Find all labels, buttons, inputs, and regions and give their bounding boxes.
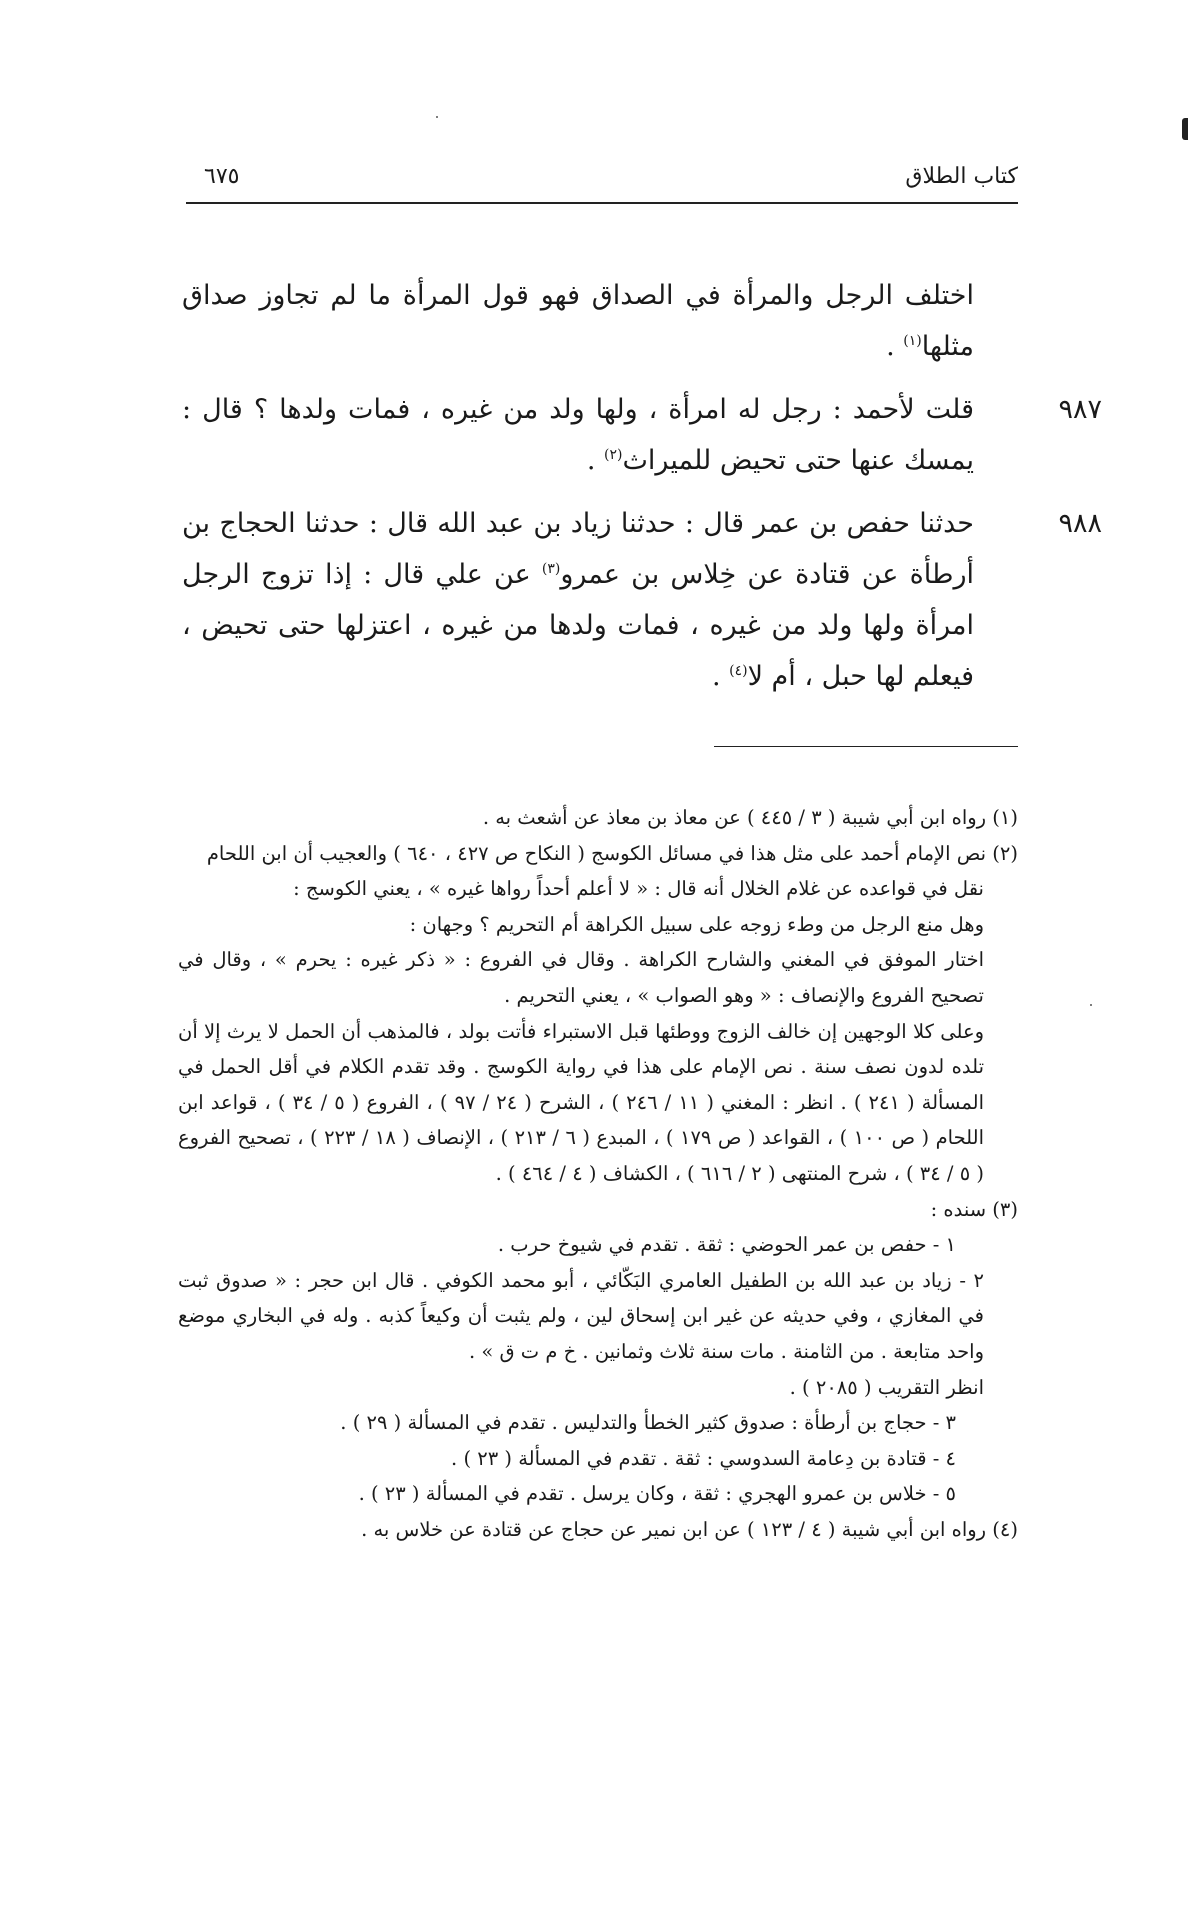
- entry-text-part: قلت لأحمد : رجل له امرأة ، ولها ولد من غيره ، فمات ولدها ؟ قال : يمسك عنها حتى تحيض للميراث: [182, 394, 974, 476]
- footnote-3-ref: انظر التقريب ( ٢٠٨٥ ) .: [789, 1375, 984, 1399]
- entry-text: [182, 384, 974, 486]
- footnote-separator: [714, 746, 1018, 747]
- footnote-3-item: ٣ - حجاج بن أرطأة : صدوق كثير الخطأ والتدليس . تقدم في المسألة ( ٢٩ ) .: [340, 1411, 956, 1435]
- footnote-2-line: وعلى كلا الوجهين إن خالف الزوج ووطئها قبل الاستبراء فأتت بولد ، فالمذهب أن الحمل لا يرث إلا أن تلده لدون نصف سنة . نص الإمام على هذا في رواية الكوسج . وقد تقدم الكلام في أقل الحمل في المسألة ( ٢٤١ ) . انظر : المغني ( ١١ / ٢٤٦ ) ، الشرح ( ٢٤ / ٩٧ ) ، الفروع ( ٥ / ٣٤ ) ، قواعد ابن اللحام ( ص ١٠٠ ) ، القواعد ( ص ١٧٩ ) ، المبدع ( ٦ / ٢١٣ ) ، الإنصاف ( ١٨ / ٢٢٣ ) ، تصحيح الفروع ( ٥ / ٣٤ ) ، شرح المنتهى ( ٢ / ٦١٦ ) ، الكشاف ( ٤ / ٤٦٤ ) .: [178, 1019, 985, 1185]
- footnote-2-line: اختار الموفق في المغني والشارح الكراهة . وقال في الفروع : « ذكر غيره : يحرم » ، وقال في تصحيح الفروع والإنصاف : « وهو الصواب » ، يعني التحريم .: [178, 948, 984, 1007]
- footnote-ref: (٢): [604, 447, 623, 463]
- footnote-3-item: ١ - حفص بن عمر الحوضي : ثقة . تقدم في شيوخ حرب .: [497, 1233, 956, 1257]
- footnote-3-item: ٤ - قتادة بن دِعامة السدوسي : ثقة . تقدم في المسألة ( ٢٣ ) .: [451, 1446, 956, 1470]
- entry-text: [182, 498, 974, 702]
- entry-text-part: حدثنا حفص بن عمر قال : حدثنا زياد بن عبد الله قال : حدثنا الحجاج بن أرطأة عن قتادة عن خِلاس بن عمرو: [182, 508, 974, 590]
- entry-text-end: .: [586, 445, 605, 476]
- footnote-4: (٤) رواه ابن أبي شيبة ( ٤ / ١٢٣ ) عن ابن نمير عن حجاج عن قتادة عن خلاس به .: [361, 1517, 1018, 1541]
- page-number: ٦٧٥: [204, 164, 240, 189]
- page-edge-mark: [1182, 118, 1188, 140]
- continuation-paragraph: [182, 270, 1018, 372]
- footnote-3-item: ٥ - خلاس بن عمرو الهجري : ثقة ، وكان يرسل . تقدم في المسألة ( ٢٣ ) .: [358, 1482, 956, 1506]
- running-title: كتاب الطلاق: [905, 164, 1018, 189]
- scan-speck: [436, 116, 438, 118]
- footnote-ref: (٤): [729, 663, 748, 679]
- footnotes: [178, 800, 1018, 1547]
- footnote-2-line: نقل في قواعده عن غلام الخلال أنه قال : « لا أعلم أحداً رواها غيره » ، يعني الكوسج :: [293, 877, 984, 901]
- footnote-ref: (٣): [541, 561, 561, 577]
- footnote-2-line: وهل منع الرجل من وطء زوجه على سبيل الكراهة أم التحريم ؟ وجهان :: [409, 912, 984, 936]
- page-header: [186, 164, 1018, 204]
- footnote-3: (٣) سنده :: [930, 1197, 1018, 1221]
- footnote-2: (٢) نص الإمام أحمد على مثل هذا في مسائل الكوسج ( النكاح ص ٤٢٧ ، ٦٤٠ ) والعجيب أن ابن اللحام: [206, 841, 1018, 865]
- entry-988: [182, 498, 1102, 702]
- paragraph-end: .: [886, 331, 904, 362]
- paragraph-text: اختلف الرجل والمرأة في الصداق فهو قول المرأة ما لم تجاوز صداق مثلها: [182, 280, 974, 362]
- entry-987: [182, 384, 1102, 486]
- entry-number: ٩٨٨: [1058, 508, 1102, 539]
- main-text: [182, 270, 1102, 714]
- entry-text-part: عن علي قال : إذا تزوج الرجل امرأة ولها ولد من غيره ، فمات ولدها من غيره ، اعتزلها حتى تحيض ، فيعلم لها حبل ، أم لا: [182, 559, 974, 692]
- footnote-1: (١) رواه ابن أبي شيبة ( ٣ / ٤٤٥ ) عن معاذ بن معاذ عن أشعث به .: [482, 806, 1018, 829]
- footnote-3-item: ٢ - زياد بن عبد الله بن الطفيل العامري البَكّائي ، أبو محمد الكوفي . قال ابن حجر : « صدوق ثبت في المغازي ، وفي حديثه عن غير ابن إسحاق لين ، ولم يثبت أن وكيعاً كذبه . وله في البخاري موضع واحد متابعة . من الثامنة . مات سنة ثلاث وثمانين . خ م ت ق » .: [178, 1268, 984, 1363]
- footnote-ref: (١): [903, 333, 922, 349]
- entry-text-end: .: [711, 661, 730, 692]
- scan-speck: [1090, 1004, 1092, 1006]
- entry-number: ٩٨٧: [1058, 394, 1102, 425]
